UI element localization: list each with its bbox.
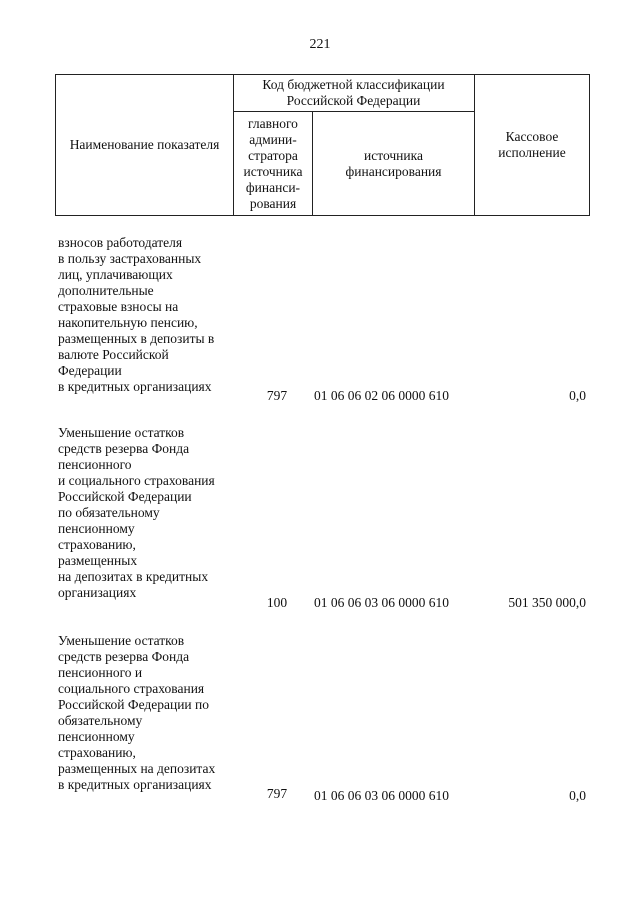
row-indicator-name: Уменьшение остатков средств резерва Фонда пенсионного и социального страхования Российской Федерации по обязательному пенсионному страхованию, размещенных на депозитах в кредитных организациях	[58, 633, 216, 792]
row-admin-code: 797	[266, 388, 288, 403]
row-admin-code: 100	[266, 595, 288, 610]
header-source-column: источника финансирования	[345, 147, 442, 179]
table-row	[55, 633, 590, 813]
row-source-code: 01 06 06 03 06 0000 610	[314, 595, 449, 610]
header-execution-column: Кассовое исполнение	[498, 129, 566, 160]
row-execution-amount: 0,0	[569, 788, 586, 803]
header-name-column: Наименование показателя	[69, 137, 220, 152]
row-indicator-name: Уменьшение остатков средств резерва Фонда пенсионного и социального страхования Российской Федерации по обязательному пенсионному страхованию, размещенных на депозитах в кредитных организациях	[58, 425, 215, 600]
table-row	[55, 235, 590, 405]
row-source-code: 01 06 06 02 06 0000 610	[314, 388, 449, 403]
row-execution-amount: 0,0	[569, 388, 586, 403]
table-header	[55, 74, 590, 216]
header-code-group: Код бюджетной классификации Российской Федерации	[262, 77, 445, 108]
page-number: 221	[309, 37, 331, 52]
row-execution-amount: 501 350 000,0	[508, 595, 586, 610]
header-admin-column: главного админи-стратора источника финанси-рования	[243, 115, 303, 211]
row-indicator-name: взносов работодателя в пользу застрахованных лиц, уплачивающих дополнительные страховые взносы на накопительную пенсию, размещенных в депозиты в валюте Российской Федерации в кредитных организациях	[58, 235, 215, 394]
row-source-code: 01 06 06 03 06 0000 610	[314, 788, 449, 803]
table-row	[55, 425, 590, 615]
row-admin-code: 797	[266, 786, 288, 801]
